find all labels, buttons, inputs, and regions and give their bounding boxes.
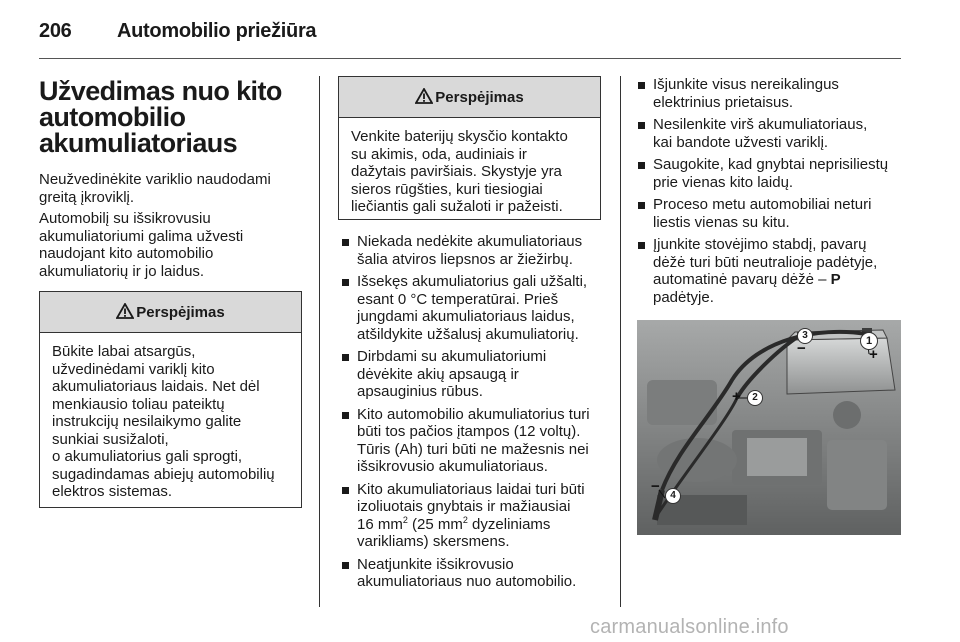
header-rule xyxy=(39,58,901,59)
bullet-marker xyxy=(638,162,645,169)
bullet-marker xyxy=(638,242,645,249)
ground-minus-label: − xyxy=(651,478,660,495)
list-item-parking: Įjunkite stovėjimo stabdį, pavarų dėžė turi būti neutralioje padėtyje, automatinė pavarų dėžė – P padėtyje. xyxy=(634,236,906,306)
warning-box-1 xyxy=(39,291,302,508)
callout-3: 3 xyxy=(797,328,813,344)
list-item-cables: Kito akumuliatoriaus laidai turi būti izoliuotais gnybtais ir mažiausiai 16 $mm^2$ (25 $mm^2$ dyzeliniams varikliams) skersmens. xyxy=(338,481,610,551)
bullet-marker xyxy=(342,279,349,286)
callout-1: 1 xyxy=(860,332,878,350)
terminal-plus-label: + xyxy=(869,346,878,363)
warning-triangle-icon xyxy=(415,88,433,104)
list-item: Išsekęs akumuliatorius gali užšalti, esant 0 °C temperatūrai. Prieš jungdami akumuliatoriaus laidus, atšildykite užšalusį akumuliatorių. xyxy=(338,273,610,343)
page-number: 206 xyxy=(39,20,72,42)
warning-text: Venkite baterijų skysčio kontakto su akimis, oda, audiniais ir dažytais paviršiais. Skystyje yra sieros rūgšties, kuri tiesiogiai liečiantis gali sužaloti ir pažeisti. xyxy=(351,128,568,215)
warning-text: Būkite labai atsargūs, užvedinėdami variklį kito akumuliatoriaus laidais. Net dėl menkiausio toliau pateiktų instrukcijų nesilaikymo galite sunkiai susižaloti, o akumuliatorius gali sprogti, sugadindamas abiejų automobilių elektros sistemas. xyxy=(52,343,275,500)
list-item: Nesilenkite virš akumuliatoriaus, kai bandote užvesti variklį. xyxy=(634,116,906,151)
column-divider-right xyxy=(620,76,621,607)
bullet-marker xyxy=(638,122,645,129)
warning-heading: Perspėjimas xyxy=(339,77,600,118)
intro-paragraph-2: Automobilį su išsikrovusiu akumuliatoriumi galima užvesti naudojant kito automobilio akumuliatorių ir jo laidus. xyxy=(39,210,244,280)
intro-paragraph-1: Neužvedinėkite variklio naudodami greitą įkroviklį. xyxy=(39,171,271,206)
precaution-list xyxy=(338,233,610,596)
page-header-title: Automobilio priežiūra xyxy=(117,20,317,42)
bullet-marker xyxy=(342,412,349,419)
callout-4: 4 xyxy=(665,488,681,504)
procedure-list xyxy=(634,76,906,311)
list-item: Neatjunkite išsikrovusio akumuliatoriaus nuo automobilio. xyxy=(338,556,610,591)
callout-2: 2 xyxy=(747,390,763,406)
column-divider-left xyxy=(319,76,320,607)
list-item: Dirbdami su akumuliatoriumi dėvėkite akių apsaugą ir apsauginius rūbus. xyxy=(338,348,610,401)
bullet-marker xyxy=(638,82,645,89)
list-item: Saugokite, kad gnybtai neprisiliestų prie vienas kito laidų. xyxy=(634,156,906,191)
list-item: Proceso metu automobiliai neturi liestis vienas su kitu. xyxy=(634,196,906,231)
terminal-minus-label: − xyxy=(797,340,806,357)
section-title: Užvedimas nuo kito automobilio akumuliatoriaus xyxy=(39,76,282,158)
ground-plus-label: + xyxy=(732,388,741,405)
bullet-marker xyxy=(342,354,349,361)
warning-box-2 xyxy=(338,76,601,220)
list-item: Niekada nedėkite akumuliatoriaus šalia atviros liepsnos ar žiežirbų. xyxy=(338,233,610,268)
warning-heading: Perspėjimas xyxy=(40,292,301,333)
list-item: Kito automobilio akumuliatorius turi būti tos pačios įtampos (12 voltų). Tūris (Ah) turi būti ne mažesnis nei išsikrovusio akumuliatoriaus. xyxy=(338,406,610,476)
bullet-marker xyxy=(342,562,349,569)
list-item: Išjunkite visus nereikalingus elektrinius prietaisus. xyxy=(634,76,906,111)
jump-start-illustration xyxy=(637,320,901,535)
bullet-marker xyxy=(342,487,349,494)
bullet-marker xyxy=(638,202,645,209)
bullet-marker xyxy=(342,239,349,246)
warning-triangle-icon xyxy=(116,303,134,319)
watermark-text: carmanualsonline.info xyxy=(590,616,789,638)
